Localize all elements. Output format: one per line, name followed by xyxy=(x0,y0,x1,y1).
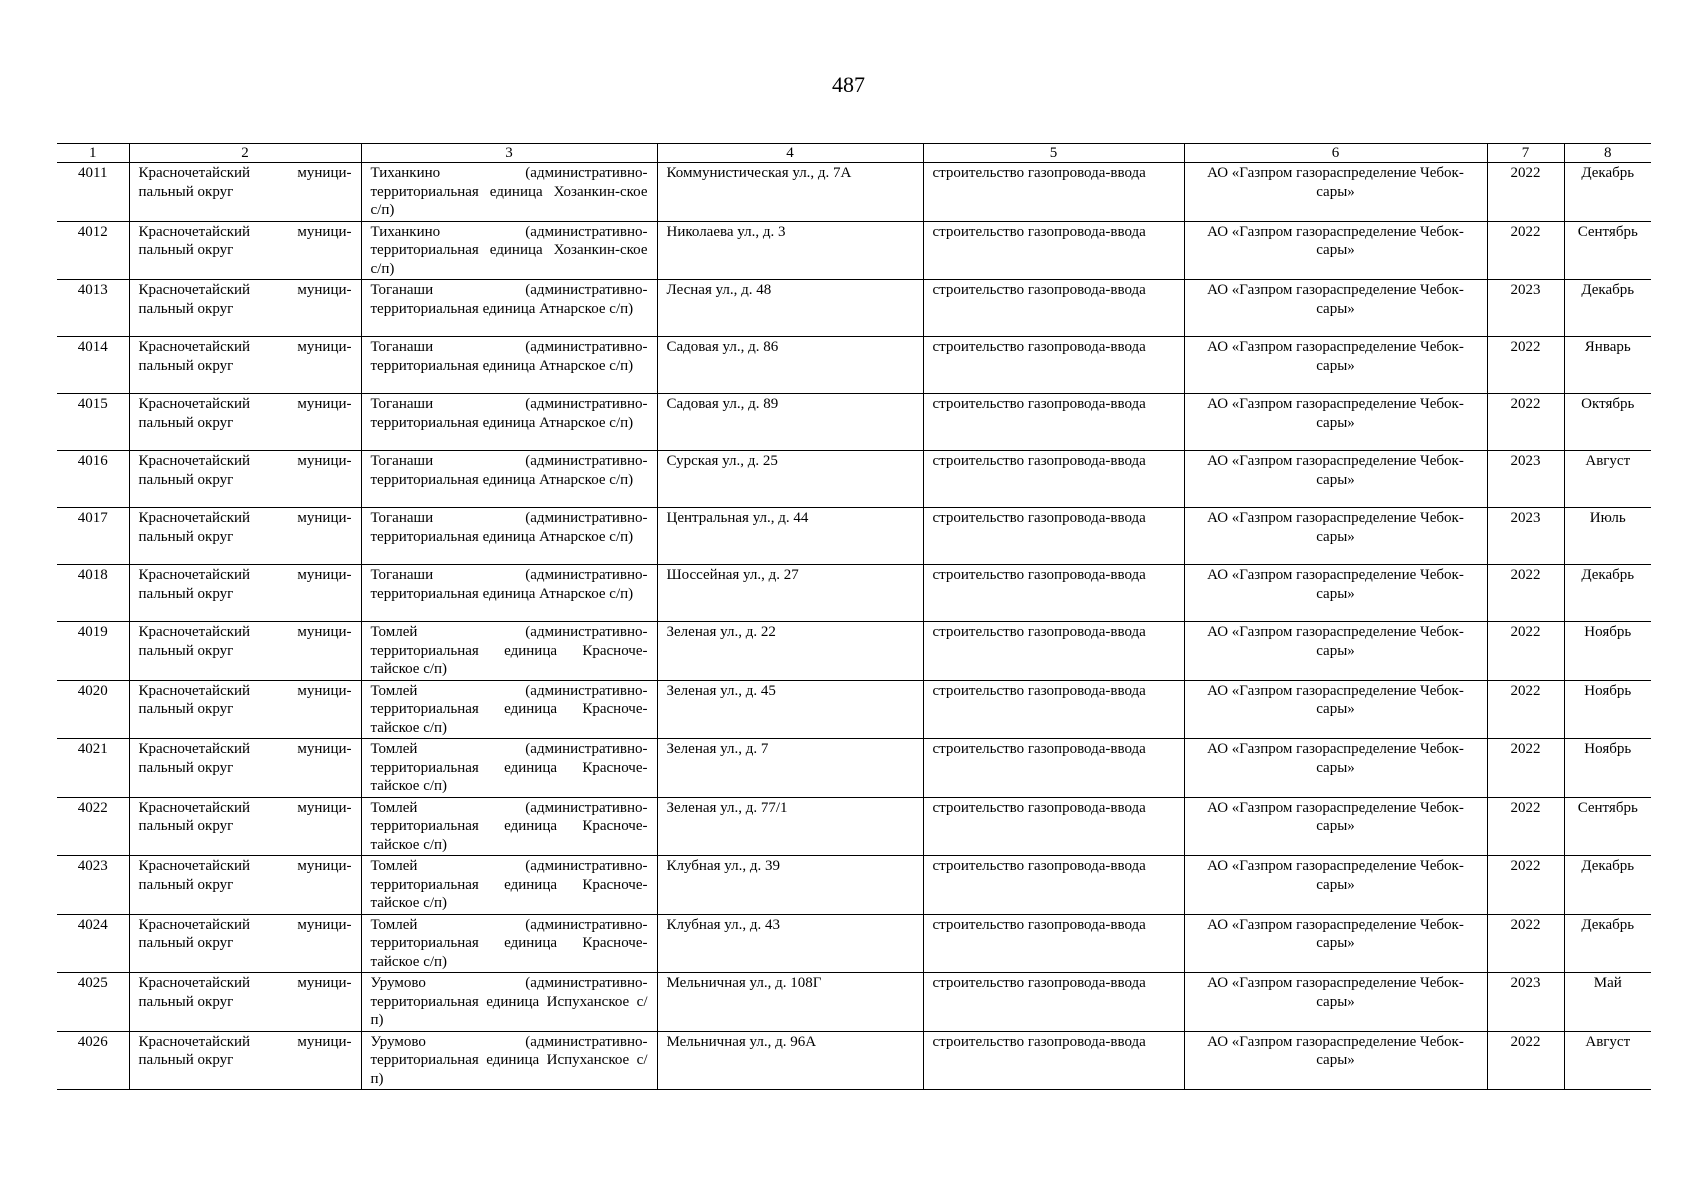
cell-number: 4014 xyxy=(57,337,129,394)
cell-locality: Тоганаши (административно-территориальная единица Атнарское с/п) xyxy=(361,280,657,337)
cell-work-type: строительство газопровода-ввода xyxy=(923,739,1184,798)
cell-work-type: строительство газопровода-ввода xyxy=(923,565,1184,622)
cell-year: 2022 xyxy=(1487,622,1564,681)
cell-number: 4026 xyxy=(57,1031,129,1090)
cell-locality: Тиханкино (административно-территориальная единица Хозанкин-ское с/п) xyxy=(361,221,657,280)
cell-work-type: строительство газопровода-ввода xyxy=(923,337,1184,394)
cell-number: 4021 xyxy=(57,739,129,798)
cell-month: Декабрь xyxy=(1564,856,1651,915)
cell-district: Красночетайский муници-пальный округ xyxy=(129,337,361,394)
cell-year: 2022 xyxy=(1487,1031,1564,1090)
cell-address: Клубная ул., д. 39 xyxy=(657,856,923,915)
cell-month: Декабрь xyxy=(1564,914,1651,973)
cell-locality: Тоганаши (административно-территориальная единица Атнарское с/п) xyxy=(361,394,657,451)
cell-year: 2023 xyxy=(1487,451,1564,508)
cell-year: 2023 xyxy=(1487,973,1564,1032)
cell-year: 2022 xyxy=(1487,797,1564,856)
cell-number: 4011 xyxy=(57,163,129,222)
cell-work-type: строительство газопровода-ввода xyxy=(923,914,1184,973)
cell-locality: Тиханкино (административно-территориальная единица Хозанкин-ское с/п) xyxy=(361,163,657,222)
cell-month: Август xyxy=(1564,451,1651,508)
cell-locality: Томлей (административно-территориальная единица Красноче-тайское с/п) xyxy=(361,739,657,798)
cell-number: 4012 xyxy=(57,221,129,280)
cell-month: Сентябрь xyxy=(1564,797,1651,856)
cell-year: 2022 xyxy=(1487,680,1564,739)
cell-work-type: строительство газопровода-ввода xyxy=(923,280,1184,337)
cell-month: Август xyxy=(1564,1031,1651,1090)
cell-organization: АО «Газпром газораспределение Чебок-сары» xyxy=(1184,394,1487,451)
cell-number: 4020 xyxy=(57,680,129,739)
table-row xyxy=(57,797,1651,856)
table-row xyxy=(57,394,1651,451)
cell-work-type: строительство газопровода-ввода xyxy=(923,856,1184,915)
cell-address: Лесная ул., д. 48 xyxy=(657,280,923,337)
cell-year: 2022 xyxy=(1487,565,1564,622)
cell-number: 4023 xyxy=(57,856,129,915)
cell-number: 4025 xyxy=(57,973,129,1032)
cell-year: 2023 xyxy=(1487,508,1564,565)
cell-year: 2022 xyxy=(1487,394,1564,451)
cell-address: Зеленая ул., д. 7 xyxy=(657,739,923,798)
cell-number: 4017 xyxy=(57,508,129,565)
column-number-row xyxy=(57,144,1651,163)
cell-locality: Томлей (административно-территориальная единица Красноче-тайское с/п) xyxy=(361,914,657,973)
cell-organization: АО «Газпром газораспределение Чебок-сары» xyxy=(1184,221,1487,280)
cell-organization: АО «Газпром газораспределение Чебок-сары» xyxy=(1184,739,1487,798)
cell-month: Сентябрь xyxy=(1564,221,1651,280)
gasification-table xyxy=(57,143,1651,1090)
cell-locality: Тоганаши (административно-территориальная единица Атнарское с/п) xyxy=(361,451,657,508)
cell-month: Ноябрь xyxy=(1564,680,1651,739)
cell-organization: АО «Газпром газораспределение Чебок-сары» xyxy=(1184,914,1487,973)
cell-year: 2022 xyxy=(1487,914,1564,973)
table-row xyxy=(57,973,1651,1032)
table-row xyxy=(57,622,1651,681)
cell-district: Красночетайский муници-пальный округ xyxy=(129,856,361,915)
cell-district: Красночетайский муници-пальный округ xyxy=(129,163,361,222)
column-header: 4 xyxy=(657,144,923,163)
table-row xyxy=(57,680,1651,739)
cell-district: Красночетайский муници-пальный округ xyxy=(129,451,361,508)
column-header: 2 xyxy=(129,144,361,163)
cell-address: Николаева ул., д. 3 xyxy=(657,221,923,280)
cell-organization: АО «Газпром газораспределение Чебок-сары» xyxy=(1184,1031,1487,1090)
cell-year: 2022 xyxy=(1487,856,1564,915)
cell-district: Красночетайский муници-пальный округ xyxy=(129,680,361,739)
cell-district: Красночетайский муници-пальный округ xyxy=(129,394,361,451)
page-number: 487 xyxy=(832,72,865,97)
column-header: 6 xyxy=(1184,144,1487,163)
table-row xyxy=(57,565,1651,622)
cell-organization: АО «Газпром газораспределение Чебок-сары» xyxy=(1184,280,1487,337)
column-header: 1 xyxy=(57,144,129,163)
table-row xyxy=(57,337,1651,394)
cell-locality: Томлей (административно-территориальная единица Красноче-тайское с/п) xyxy=(361,622,657,681)
cell-work-type: строительство газопровода-ввода xyxy=(923,163,1184,222)
cell-locality: Тоганаши (административно-территориальная единица Атнарское с/п) xyxy=(361,565,657,622)
cell-district: Красночетайский муници-пальный округ xyxy=(129,797,361,856)
cell-number: 4013 xyxy=(57,280,129,337)
table-row xyxy=(57,1031,1651,1090)
cell-year: 2022 xyxy=(1487,337,1564,394)
cell-district: Красночетайский муници-пальный округ xyxy=(129,622,361,681)
cell-locality: Урумово (административно-территориальная единица Испуханское с/п) xyxy=(361,973,657,1032)
cell-organization: АО «Газпром газораспределение Чебок-сары» xyxy=(1184,163,1487,222)
column-header: 7 xyxy=(1487,144,1564,163)
cell-organization: АО «Газпром газораспределение Чебок-сары» xyxy=(1184,337,1487,394)
cell-organization: АО «Газпром газораспределение Чебок-сары» xyxy=(1184,973,1487,1032)
table-row xyxy=(57,508,1651,565)
cell-month: Декабрь xyxy=(1564,280,1651,337)
cell-district: Красночетайский муници-пальный округ xyxy=(129,221,361,280)
table-row xyxy=(57,221,1651,280)
cell-locality: Тоганаши (административно-территориальная единица Атнарское с/п) xyxy=(361,337,657,394)
cell-work-type: строительство газопровода-ввода xyxy=(923,797,1184,856)
cell-locality: Тоганаши (административно-территориальная единица Атнарское с/п) xyxy=(361,508,657,565)
cell-address: Мельничная ул., д. 96А xyxy=(657,1031,923,1090)
table-row xyxy=(57,280,1651,337)
column-header: 5 xyxy=(923,144,1184,163)
column-header: 3 xyxy=(361,144,657,163)
cell-district: Красночетайский муници-пальный округ xyxy=(129,739,361,798)
cell-number: 4016 xyxy=(57,451,129,508)
cell-work-type: строительство газопровода-ввода xyxy=(923,451,1184,508)
table-row xyxy=(57,451,1651,508)
cell-month: Октябрь xyxy=(1564,394,1651,451)
cell-month: Декабрь xyxy=(1564,163,1651,222)
cell-work-type: строительство газопровода-ввода xyxy=(923,394,1184,451)
table-row xyxy=(57,856,1651,915)
cell-month: Декабрь xyxy=(1564,565,1651,622)
cell-locality: Томлей (административно-территориальная единица Красноче-тайское с/п) xyxy=(361,856,657,915)
cell-address: Садовая ул., д. 89 xyxy=(657,394,923,451)
cell-locality: Урумово (административно-территориальная единица Испуханское с/п) xyxy=(361,1031,657,1090)
cell-number: 4019 xyxy=(57,622,129,681)
cell-number: 4022 xyxy=(57,797,129,856)
cell-organization: АО «Газпром газораспределение Чебок-сары» xyxy=(1184,565,1487,622)
cell-month: Январь xyxy=(1564,337,1651,394)
cell-locality: Томлей (административно-территориальная единица Красноче-тайское с/п) xyxy=(361,797,657,856)
cell-address: Центральная ул., д. 44 xyxy=(657,508,923,565)
cell-organization: АО «Газпром газораспределение Чебок-сары» xyxy=(1184,622,1487,681)
cell-month: Ноябрь xyxy=(1564,622,1651,681)
cell-address: Зеленая ул., д. 77/1 xyxy=(657,797,923,856)
table-row xyxy=(57,914,1651,973)
cell-district: Красночетайский муници-пальный округ xyxy=(129,565,361,622)
cell-work-type: строительство газопровода-ввода xyxy=(923,221,1184,280)
cell-district: Красночетайский муници-пальный округ xyxy=(129,280,361,337)
table-row xyxy=(57,163,1651,222)
cell-year: 2022 xyxy=(1487,163,1564,222)
cell-work-type: строительство газопровода-ввода xyxy=(923,973,1184,1032)
cell-work-type: строительство газопровода-ввода xyxy=(923,508,1184,565)
cell-number: 4024 xyxy=(57,914,129,973)
cell-district: Красночетайский муници-пальный округ xyxy=(129,973,361,1032)
cell-number: 4018 xyxy=(57,565,129,622)
cell-address: Садовая ул., д. 86 xyxy=(657,337,923,394)
cell-number: 4015 xyxy=(57,394,129,451)
cell-organization: АО «Газпром газораспределение Чебок-сары» xyxy=(1184,451,1487,508)
cell-locality: Томлей (административно-территориальная единица Красноче-тайское с/п) xyxy=(361,680,657,739)
cell-month: Май xyxy=(1564,973,1651,1032)
cell-work-type: строительство газопровода-ввода xyxy=(923,680,1184,739)
column-header: 8 xyxy=(1564,144,1651,163)
cell-district: Красночетайский муници-пальный округ xyxy=(129,508,361,565)
table-body xyxy=(57,163,1651,1090)
cell-year: 2022 xyxy=(1487,221,1564,280)
cell-district: Красночетайский муници-пальный округ xyxy=(129,1031,361,1090)
cell-address: Шоссейная ул., д. 27 xyxy=(657,565,923,622)
cell-year: 2023 xyxy=(1487,280,1564,337)
cell-month: Ноябрь xyxy=(1564,739,1651,798)
table-row xyxy=(57,739,1651,798)
cell-month: Июль xyxy=(1564,508,1651,565)
cell-organization: АО «Газпром газораспределение Чебок-сары» xyxy=(1184,797,1487,856)
cell-address: Мельничная ул., д. 108Г xyxy=(657,973,923,1032)
cell-organization: АО «Газпром газораспределение Чебок-сары» xyxy=(1184,508,1487,565)
cell-address: Зеленая ул., д. 22 xyxy=(657,622,923,681)
cell-address: Сурская ул., д. 25 xyxy=(657,451,923,508)
cell-district: Красночетайский муници-пальный округ xyxy=(129,914,361,973)
cell-address: Клубная ул., д. 43 xyxy=(657,914,923,973)
cell-work-type: строительство газопровода-ввода xyxy=(923,1031,1184,1090)
cell-organization: АО «Газпром газораспределение Чебок-сары» xyxy=(1184,856,1487,915)
cell-address: Коммунистическая ул., д. 7А xyxy=(657,163,923,222)
cell-address: Зеленая ул., д. 45 xyxy=(657,680,923,739)
cell-work-type: строительство газопровода-ввода xyxy=(923,622,1184,681)
cell-organization: АО «Газпром газораспределение Чебок-сары» xyxy=(1184,680,1487,739)
cell-year: 2022 xyxy=(1487,739,1564,798)
